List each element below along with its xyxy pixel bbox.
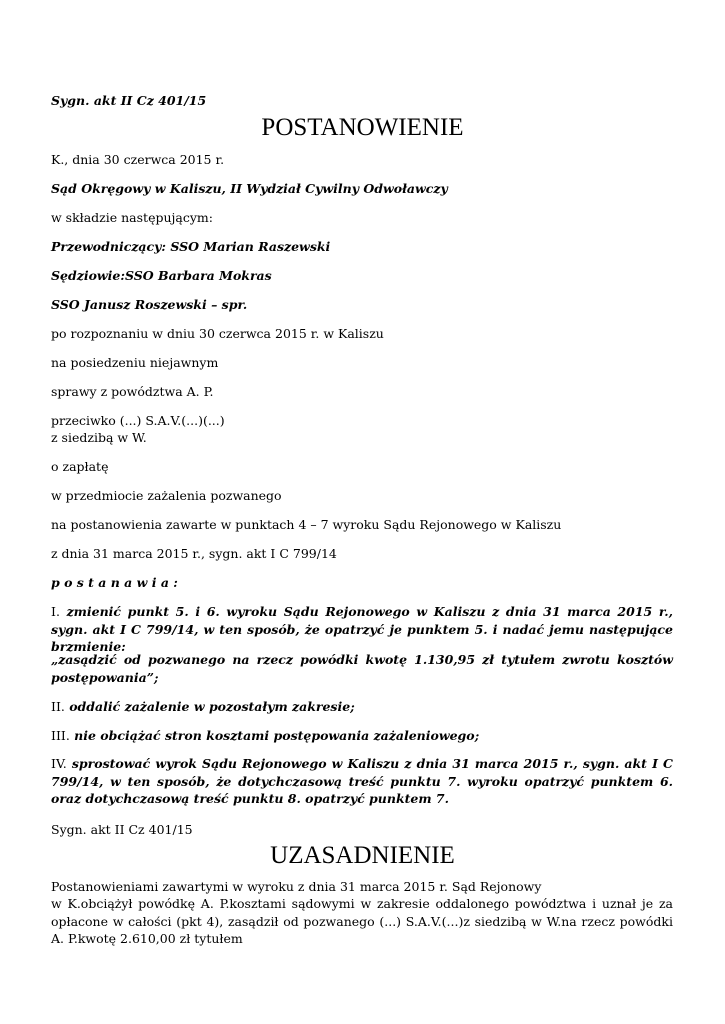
judge-rapporteur: SSO Janusz Roszewski – spr. [51, 297, 248, 312]
decides-line: p o s t a n a w i a : [51, 575, 178, 590]
ruling-point-iv [51, 755, 673, 808]
subject-line: o zapłatę [51, 459, 109, 474]
rulings-line: na postanowienia zawarte w punktach 4 – 7 wyroku Sądu Rejonowego w Kaliszu [51, 517, 562, 532]
ruling-point-iii-text: nie obciążać stron kosztami postępowania zażaleniowego; [74, 728, 480, 743]
ruling-point-i-number: I. [51, 604, 60, 619]
case-of-line: sprawy z powództwa A. P. [51, 384, 214, 399]
justification-case-number: Sygn. akt II Cz 401/15 [51, 822, 193, 837]
composition-intro: w składzie następującym: [51, 210, 213, 225]
date-line: K., dnia 30 czerwca 2015 r. [51, 152, 225, 167]
ruling-point-i-text: zmienić punkt 5. i 6. wyroku Sądu Rejonowego w Kaliszu z dnia 31 marca 2015 r., sygn. akt I C 799/14, w ten sposób, że opatrzyć je punktem 5. i nadać jemu następujące brzmienie: [51, 604, 673, 654]
document-title: POSTANOWIENIE [261, 114, 464, 141]
ruling-quote: „zasądzić od pozwanego na rzecz powódki kwotę 1.130,95 zł tytułem zwrotu kosztów postępowania”; [51, 652, 673, 685]
considered-line: po rozpoznaniu w dniu 30 czerwca 2015 r. w Kaliszu [51, 326, 384, 341]
ruling-point-iv-text: sprostować wyrok Sądu Rejonowego w Kaliszu z dnia 31 marca 2015 r., sygn. akt I C 799/14, w ten sposób, że dotychczasową treść punktu 7. wyroku opatrzyć punktem 6. oraz dotychczasową treść punktu 8. opatrzyć punktem 7. [51, 756, 673, 806]
reference-line: z dnia 31 marca 2015 r., sygn. akt I C 799/14 [51, 546, 337, 561]
presiding-judge: Przewodniczący: SSO Marian Raszewski [51, 239, 331, 254]
ruling-point-iii-number: III. [51, 728, 70, 743]
ruling-point-ii-text: oddalić zażalenie w pozostałym zakresie; [69, 699, 355, 714]
against-line: przeciwko (...) S.A.V.(...)(...) [51, 413, 225, 428]
ruling-point-ii [51, 698, 673, 716]
justification-title: UZASADNIENIE [270, 842, 455, 869]
session-line: na posiedzeniu niejawnym [51, 355, 219, 370]
ruling-point-iii [51, 727, 673, 745]
ruling-point-i [51, 603, 673, 656]
ruling-point-ii-number: II. [51, 699, 65, 714]
case-number: Sygn. akt II Cz 401/15 [51, 93, 207, 108]
judges-line: Sędziowie:SSO Barbara Mokras [51, 268, 272, 283]
justification-first-line: Postanowieniami zawartymi w wyroku z dnia 31 marca 2015 r. Sąd Rejonowy [51, 879, 542, 894]
court-name: Sąd Okręgowy w Kaliszu, II Wydział Cywilny Odwoławczy [51, 181, 448, 196]
justification-paragraph: w K.obciążył powódkę A. P.kosztami sądowymi w zakresie oddalonego powództwa i uznał je za opłacone w całości (pkt 4), zasądził od pozwanego (...) S.A.V.(...)z siedzibą w W.na rzecz powódki A. P.kwotę 2.610,00 zł tytułem [51, 896, 673, 946]
ruling-point-iv-number: IV. [51, 756, 67, 771]
appeal-line: w przedmiocie zażalenia pozwanego [51, 488, 282, 503]
seat-line: z siedzibą w W. [51, 430, 147, 445]
